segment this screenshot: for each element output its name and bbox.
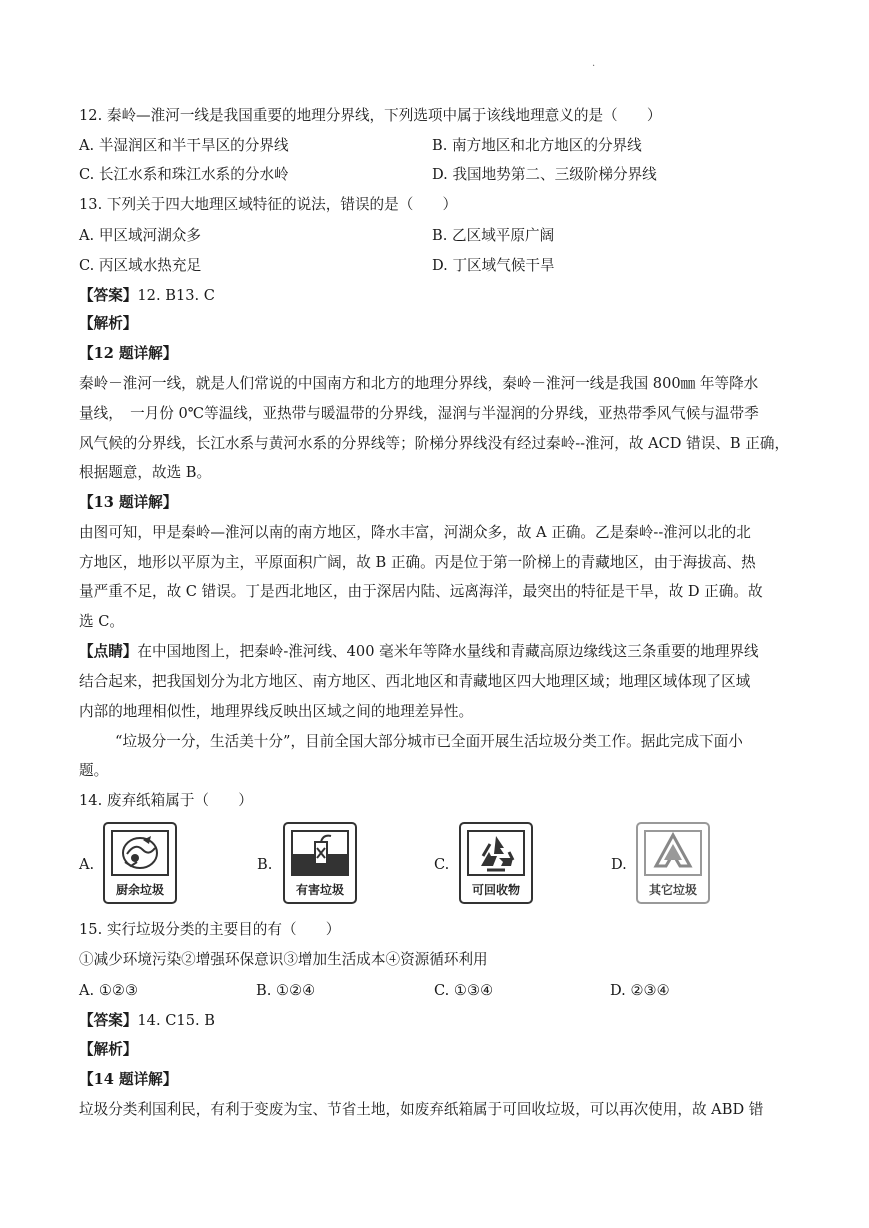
detail12-line: 根据题意，故选 B。 [79,464,212,481]
answer-row-2 [79,1011,215,1031]
note-tag: 【点睛】 [79,643,138,660]
detail13-title: 【13 题详解】 [79,494,178,511]
q14-stem: 14. 废弃纸箱属于（ ） [79,792,253,809]
option-letter: D. [611,856,627,873]
answer-text: 14. C15. B [137,1012,215,1029]
answer-tag: 【答案】 [79,1012,138,1029]
q12-option-c: C. 长江水系和珠江水系的分水岭 [79,166,289,183]
recyclable-sign [459,822,533,904]
kitchen-waste-sign [103,822,177,904]
q13-option-b: B. 乙区域平原广阔 [432,227,555,244]
note-line: 内部的地理相似性，地理界线反映出区域之间的地理差异性。 [79,703,474,720]
note-line: 在中国地图上，把秦岭-淮河线、400 毫米年等降水量线和青藏高原边缘线这三条重要的地理界线 [137,643,759,660]
q15-stem: 15. 实行垃圾分类的主要目的有（ ） [79,921,341,938]
q13-option-a: A. 甲区域河湖众多 [79,227,201,244]
analysis-tag-1: 【解析】 [79,315,138,332]
intro-line: “垃圾分一分，生活美十分”，目前全国大部分城市已全面开展生活垃圾分类工作。据此完成下面小 [115,733,743,750]
detail13-line: 量严重不足，故 C 错误。丁是西北地区，由于深居内陆、远离海洋，最突出的特征是干旱，故 D 正确。故 [79,583,763,600]
q14-option-a [79,822,259,910]
option-letter: A. [79,856,95,873]
q13-stem: 13. 下列关于四大地理区域特征的说法，错误的是（ ） [79,196,458,213]
q14-option-d [611,822,791,910]
q14-option-c [434,822,614,910]
detail14-title: 【14 题详解】 [79,1071,178,1088]
recyclable-icon [467,830,525,876]
detail12-title: 【12 题详解】 [79,345,178,362]
detail13-line: 方地区，地形以平原为主，平原面积广阔，故 B 正确。丙是位于第一阶梯上的青藏地区，由于海拔高、热 [79,554,756,571]
hazardous-waste-sign [283,822,357,904]
q14-option-b [257,822,437,910]
q12-option-b: B. 南方地区和北方地区的分界线 [432,137,642,154]
sign-label: 可回收物 [471,883,520,897]
other-waste-sign [636,822,710,904]
note-row [79,642,759,662]
detail13-line: 由图可知，甲是秦岭—淮河以南的南方地区，降水丰富，河湖众多，故 A 正确。乙是秦岭--淮河以北的北 [79,524,751,541]
q15-option-c: C. ①③④ [434,982,494,999]
q12-option-d: D. 我国地势第二、三级阶梯分界线 [432,166,657,183]
sign-label: 厨余垃圾 [115,883,164,897]
q13-option-c: C. 丙区域水热充足 [79,257,202,274]
q12-stem: 12. 秦岭—淮河一线是我国重要的地理分界线，下列选项中属于该线地理意义的是（ ） [79,107,662,124]
q13-option-d: D. 丁区域气候干旱 [432,257,555,274]
detail12-line: 秦岭－淮河一线，就是人们常说的中国南方和北方的地理分界线，秦岭－淮河一线是我国 800㎜ 年等降水 [79,375,759,392]
q15-option-a: A. ①②③ [79,982,139,999]
q14-options [79,822,779,912]
detail12-line: 量线， 一月份 0℃等温线，亚热带与暖温带的分界线，湿润与半湿润的分界线，亚热带季风气候与温带季 [79,405,759,422]
sign-label: 有害垃圾 [295,883,344,897]
q15-option-d: D. ②③④ [610,982,670,999]
intro-line: 题。 [79,762,109,779]
q12-option-a: A. 半湿润区和半干旱区的分界线 [79,137,289,154]
q15-items: ①减少环境污染②增强环保意识③增加生活成本④资源循环利用 [79,951,488,968]
sign-label: 其它垃圾 [648,883,697,897]
other-waste-icon [644,830,702,876]
option-letter: B. [257,856,273,873]
answer-tag: 【答案】 [79,287,138,304]
detail12-line: 风气候的分界线，长江水系与黄河水系的分界线等；阶梯分界线没有经过秦岭--淮河，故 ACD 错误、B 正确， [79,435,790,452]
detail13-line: 选 C。 [79,613,124,630]
hazardous-waste-icon [291,830,349,876]
kitchen-waste-icon [111,830,169,876]
analysis-tag-2: 【解析】 [79,1041,138,1058]
answer-row-1 [79,286,215,306]
answer-text: 12. B13. C [137,287,215,304]
header-dot: . [592,58,596,69]
detail14-line: 垃圾分类利国利民，有利于变废为宝、节省土地，如废弃纸箱属于可回收垃圾，可以再次使用，故 ABD 错 [79,1101,764,1118]
option-letter: C. [434,856,450,873]
q15-option-b: B. ①②④ [256,982,316,999]
note-line: 结合起来，把我国划分为北方地区、南方地区、西北地区和青藏地区四大地理区域；地理区域体现了区域 [79,673,751,690]
